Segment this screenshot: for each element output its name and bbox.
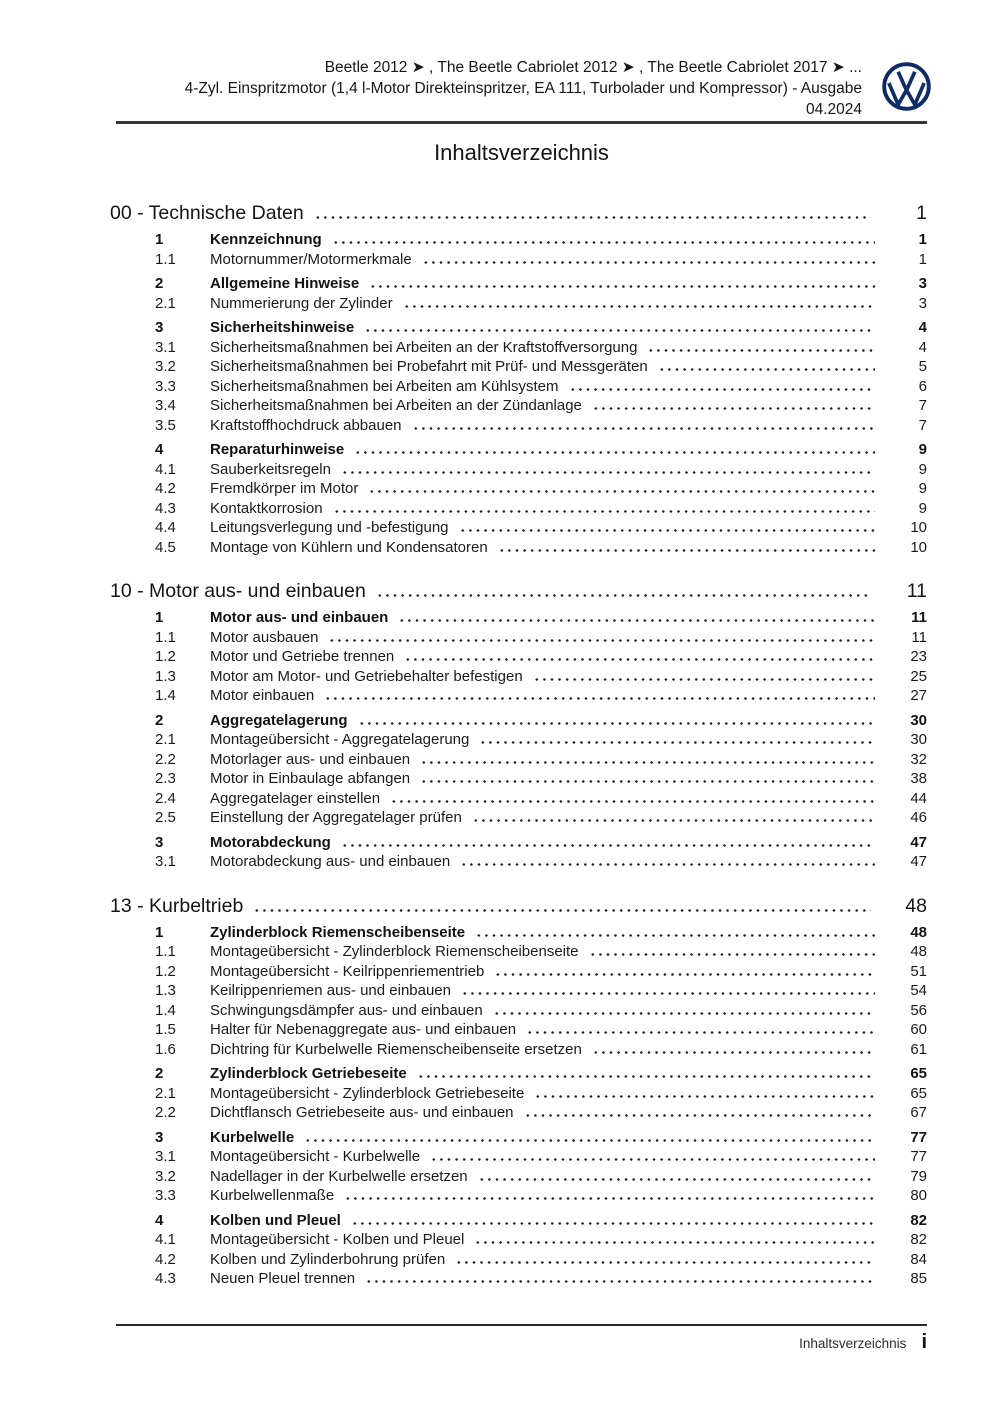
toc-entry-page: 51 [910, 962, 927, 980]
dot-leader [647, 339, 875, 352]
dot-leader [314, 203, 871, 219]
dot-leader [461, 982, 875, 995]
toc-entry[interactable] [110, 1103, 927, 1123]
toc-entry-page: 67 [910, 1104, 927, 1121]
dot-leader [328, 629, 875, 642]
page-title: Inhaltsverzeichnis [434, 140, 609, 165]
dot-leader [253, 896, 871, 912]
toc-entry-title: Montageübersicht - Zylinderblock Getriebeseite [210, 1084, 525, 1102]
toc-entry-page: 30 [910, 731, 927, 748]
toc-entry[interactable] [110, 318, 927, 338]
toc-entry-page: 56 [910, 1001, 927, 1019]
toc-entry-title: Sicherheitsmaßnahmen bei Arbeiten an der Kraftstoffversorgung [210, 338, 638, 356]
toc-entry-page: 11 [911, 609, 927, 626]
toc-entry-number: 1.1 [155, 943, 176, 960]
toc-entry-page: 84 [910, 1250, 927, 1268]
dot-leader [460, 853, 875, 866]
dot-leader [390, 790, 875, 803]
toc-entry-page: 3 [918, 275, 927, 292]
toc-entry-number: 1.4 [155, 687, 176, 704]
dot-leader [592, 397, 875, 410]
toc-entry[interactable] [110, 1040, 927, 1060]
dot-leader [533, 668, 875, 681]
toc-entry[interactable] [110, 538, 927, 558]
toc-entry-title: Montageübersicht - Zylinderblock Riemenscheibenseite [210, 943, 579, 960]
toc-entry[interactable] [110, 628, 927, 648]
dot-leader [358, 712, 875, 725]
dot-leader [422, 251, 875, 264]
toc-entry-title: Sicherheitsmaßnahmen bei Probefahrt mit Prüf- und Messgeräten [210, 358, 648, 375]
toc-entry-number: 4.1 [155, 460, 176, 478]
toc-entry-title: Zylinderblock Getriebeseite [210, 1065, 407, 1082]
doc-header [0, 0, 999, 124]
toc-section-page: 1 [916, 202, 927, 224]
dot-leader [341, 461, 875, 474]
toc-entry-number: 2.3 [155, 770, 176, 787]
toc-entry-title: Sicherheitsmaßnahmen bei Arbeiten an der Zündanlage [210, 397, 582, 414]
dot-leader [494, 963, 875, 976]
toc-entry-page: 9 [918, 441, 927, 458]
toc-entry-number: 1 [155, 231, 164, 248]
toc-entry-number: 1.1 [155, 250, 176, 268]
toc-entry-number: 2.4 [155, 789, 176, 807]
toc-entry-page: 79 [910, 1167, 927, 1185]
toc-entry-title: Dichtflansch Getriebeseite aus- und einbauen [210, 1104, 514, 1121]
footer-row [116, 1331, 927, 1354]
toc-entry[interactable] [110, 440, 927, 460]
dot-leader [534, 1085, 875, 1098]
toc-entry-page: 46 [910, 809, 927, 826]
toc-entry[interactable] [110, 416, 927, 436]
toc-entry-number: 2.2 [155, 1104, 176, 1121]
toc-entry-number: 3.2 [155, 1167, 176, 1185]
toc-section-header[interactable] [110, 579, 927, 603]
toc-entry-number: 2 [155, 275, 164, 292]
toc-entry-title: Zylinderblock Riemenscheibenseite [210, 923, 466, 941]
toc-entry-page: 4 [918, 338, 927, 356]
toc-entry-title: Schwingungsdämpfer aus- und einbauen [210, 1001, 483, 1019]
toc-entry-number: 1.1 [155, 628, 176, 646]
toc-section-entries [110, 608, 927, 872]
toc-entry-title: Montageübersicht - Kurbelwelle [210, 1148, 421, 1165]
toc-entry-number: 2.1 [155, 1084, 176, 1102]
toc-entry-page: 77 [910, 1148, 927, 1165]
toc-entry-number: 2.1 [155, 731, 176, 748]
toc-section-label: 13 - Kurbeltrieb [110, 894, 244, 917]
dot-leader [403, 295, 875, 308]
dot-leader [658, 358, 875, 371]
toc-entry-title: Kolben und Pleuel [210, 1211, 341, 1229]
toc-entry[interactable] [110, 396, 927, 416]
toc-entry-title: Montage von Kühlern und Kondensatoren [210, 538, 488, 556]
toc-entry-page: 9 [918, 499, 927, 517]
toc-entry-title: Montageübersicht - Aggregatelagerung [210, 731, 470, 748]
toc-section-header[interactable] [110, 894, 927, 918]
toc-entry[interactable] [110, 942, 927, 962]
dot-leader [459, 519, 875, 532]
toc-entry[interactable] [110, 608, 927, 628]
toc-entry-title: Montageübersicht - Kolben und Pleuel [210, 1231, 465, 1248]
toc-entry[interactable] [110, 1020, 927, 1040]
dot-leader [365, 1270, 875, 1283]
toc-entry-page: 7 [918, 416, 927, 434]
dot-leader [404, 648, 875, 661]
toc-section-page: 11 [906, 580, 927, 602]
toc-entry[interactable] [110, 789, 927, 809]
dot-leader [333, 500, 875, 513]
toc-section-header[interactable] [110, 201, 927, 225]
toc-entry-number: 4.3 [155, 1270, 176, 1287]
toc-entry-number: 2 [155, 1065, 164, 1082]
doc-footer [116, 1324, 927, 1354]
dot-leader [472, 809, 875, 822]
dot-leader [479, 731, 875, 744]
toc-entry-title: Allgemeine Hinweise [210, 275, 360, 292]
toc-entry-title: Nummerierung der Zylinder [210, 294, 393, 312]
toc-entry-number: 3 [155, 319, 164, 336]
toc-entry[interactable] [110, 479, 927, 499]
toc-entry-title: Motorabdeckung aus- und einbauen [210, 853, 451, 870]
toc-section-entries [110, 230, 927, 557]
toc-entry[interactable] [110, 1269, 927, 1289]
toc-entry[interactable] [110, 769, 927, 789]
doc-header-text [0, 0, 862, 120]
toc-entry-page: 65 [910, 1084, 927, 1102]
toc-entry-number: 3 [155, 1128, 164, 1146]
dot-leader [498, 539, 875, 552]
toc-entry-number: 1.4 [155, 1001, 176, 1019]
dot-leader [364, 319, 875, 332]
toc-entry[interactable] [110, 711, 927, 731]
toc-entry[interactable] [110, 1186, 927, 1206]
toc-section [110, 894, 927, 1289]
dot-leader [351, 1212, 875, 1225]
toc-entry-title: Motor und Getriebe trennen [210, 648, 395, 665]
dot-leader [455, 1251, 875, 1264]
toc-entry-number: 2.2 [155, 750, 176, 768]
toc-entry-title: Kennzeichnung [210, 231, 322, 248]
toc-entry-number: 4.2 [155, 1250, 176, 1268]
toc-entry-page: 11 [911, 628, 927, 646]
toc-entry-number: 4.5 [155, 538, 176, 556]
toc-entry[interactable] [110, 1230, 927, 1250]
toc-entry-number: 1.3 [155, 982, 176, 999]
toc-entry-page: 1 [918, 231, 927, 248]
toc-entry-title: Kurbelwellenmaße [210, 1187, 335, 1204]
toc-entry-number: 4 [155, 441, 164, 458]
toc-entry-page: 10 [910, 519, 927, 536]
toc-entry[interactable] [110, 338, 927, 358]
toc-entry-title: Neuen Pleuel trennen [210, 1270, 356, 1287]
toc-entry-number: 1 [155, 609, 164, 626]
toc-section [110, 579, 927, 872]
toc-entry-number: 3.1 [155, 1148, 176, 1165]
toc-entry[interactable] [110, 1084, 927, 1104]
toc-entry-title: Keilrippenriemen aus- und einbauen [210, 982, 451, 999]
toc-entry-title: Motornummer/Motormerkmale [210, 250, 412, 268]
toc-entry[interactable] [110, 1147, 927, 1167]
toc-section-entries [110, 923, 927, 1289]
dot-leader [368, 480, 875, 493]
toc-entry-page: 9 [918, 460, 927, 478]
dot-leader [324, 687, 875, 700]
toc-entry-title: Kolben und Zylinderbohrung prüfen [210, 1250, 446, 1268]
toc-entry-title: Motor am Motor- und Getriebehalter befestigen [210, 667, 523, 685]
footer-page-number: i [921, 1331, 927, 1353]
toc-entry[interactable] [110, 852, 927, 872]
toc-entry-title: Aggregatelager einstellen [210, 789, 381, 807]
toc-entry-number: 1.3 [155, 667, 176, 685]
toc-entry-title: Aggregatelagerung [210, 711, 348, 729]
toc-entry-title: Motor einbauen [210, 687, 315, 704]
toc-entry-page: 7 [918, 397, 927, 414]
vw-logo-icon [882, 62, 931, 111]
toc-entry-page: 6 [918, 377, 927, 395]
toc-entry-page: 47 [910, 853, 927, 870]
dot-leader [369, 275, 875, 288]
header-line-edition: 04.2024 [805, 101, 862, 118]
toc-entry[interactable] [110, 294, 927, 314]
toc-entry-page: 30 [910, 711, 927, 729]
toc-entry[interactable] [110, 274, 927, 294]
toc-entry-number: 3.3 [155, 377, 176, 395]
toc-entry-page: 80 [910, 1187, 927, 1204]
toc-entry[interactable] [110, 647, 927, 667]
dot-leader [304, 1129, 875, 1142]
toc-entry-page: 61 [910, 1040, 927, 1058]
toc-entry-title: Sicherheitshinweise [210, 319, 355, 336]
toc-entry-number: 2.1 [155, 294, 176, 312]
toc-entry-title: Motor aus- und einbauen [210, 609, 389, 626]
toc-entry-title: Fremdkörper im Motor [210, 480, 359, 497]
toc-section-label: 10 - Motor aus- und einbauen [110, 580, 366, 602]
toc-entry-page: 9 [918, 480, 927, 497]
dot-leader [344, 1187, 875, 1200]
toc-entry-number: 4.3 [155, 499, 176, 517]
toc-entry[interactable] [110, 1001, 927, 1021]
toc-entry-page: 48 [910, 923, 927, 941]
toc-entry-number: 1.2 [155, 962, 176, 980]
toc-entry[interactable] [110, 518, 927, 538]
toc-entry-number: 3.3 [155, 1187, 176, 1204]
toc-entry[interactable] [110, 357, 927, 377]
toc-entry[interactable] [110, 499, 927, 519]
toc-entry-page: 3 [918, 294, 927, 312]
toc-entry-title: Kurbelwelle [210, 1128, 295, 1146]
toc-entry-number: 3.5 [155, 416, 176, 434]
toc-entry-page: 48 [910, 943, 927, 960]
toc-entry[interactable] [110, 377, 927, 397]
toc-entry-title: Motorlager aus- und einbauen [210, 750, 411, 768]
dot-leader [592, 1041, 875, 1054]
toc-entry-page: 23 [910, 648, 927, 665]
toc-entry-number: 1.5 [155, 1021, 176, 1038]
toc-entry-title: Leitungsverlegung und -befestigung [210, 519, 449, 536]
toc-entry-number: 3 [155, 833, 164, 851]
dot-leader [354, 441, 875, 454]
toc-entry-title: Kraftstoffhochdruck abbauen [210, 416, 402, 434]
toc-entry[interactable] [110, 1167, 927, 1187]
toc-entry[interactable] [110, 1211, 927, 1231]
toc-entry[interactable] [110, 250, 927, 270]
header-divider [116, 121, 927, 124]
dot-leader [417, 1065, 875, 1078]
toc-entry[interactable] [110, 730, 927, 750]
dot-leader [569, 378, 875, 391]
toc-entry[interactable] [110, 1064, 927, 1084]
dot-leader [412, 417, 875, 430]
dot-leader [376, 581, 871, 597]
dot-leader [474, 1231, 875, 1244]
toc-entry-number: 1.6 [155, 1040, 176, 1058]
toc-entry-number: 4.2 [155, 480, 176, 497]
toc-entry-title: Halter für Nebenaggregate aus- und einbauen [210, 1021, 517, 1038]
dot-leader [398, 609, 875, 622]
toc-entry[interactable] [110, 1128, 927, 1148]
toc-entry-page: 47 [910, 833, 927, 851]
toc-entry-page: 85 [910, 1270, 927, 1287]
header-line-models: Beetle 2012 ➤ , The Beetle Cabriolet 2012 ➤ , The Beetle Cabriolet 2017 ➤ ... [324, 59, 862, 76]
toc-entry-page: 65 [910, 1065, 927, 1082]
toc-entry-page: 5 [918, 358, 927, 375]
toc-entry-title: Sicherheitsmaßnahmen bei Arbeiten am Kühlsystem [210, 377, 559, 395]
toc-entry-page: 44 [910, 789, 927, 807]
toc-entry-title: Dichtring für Kurbelwelle Riemenscheibenseite ersetzen [210, 1040, 582, 1058]
toc-entry[interactable] [110, 667, 927, 687]
dot-leader [526, 1021, 875, 1034]
dot-leader [430, 1148, 875, 1161]
toc-entry[interactable] [110, 833, 927, 853]
toc-entry[interactable] [110, 230, 927, 250]
dot-leader [493, 1002, 875, 1015]
toc-entry-page: 77 [910, 1128, 927, 1146]
dot-leader [420, 770, 875, 783]
toc-entry-page: 1 [918, 250, 927, 268]
toc-entry-page: 32 [910, 750, 927, 768]
toc-entry-page: 27 [910, 687, 927, 704]
toc-entry-title: Motorabdeckung [210, 833, 331, 851]
toc-entry[interactable] [110, 808, 927, 828]
toc-entry-title: Motor ausbauen [210, 628, 319, 646]
toc-entry-number: 3.1 [155, 853, 176, 870]
header-line-engine: 4-Zyl. Einspritzmotor (1,4 l-Motor Direkteinspritzer, EA 111, Turbolader und Kompressor) - Ausgabe [184, 80, 862, 97]
toc-entry-title: Nadellager in der Kurbelwelle ersetzen [210, 1167, 468, 1185]
toc-entry-title: Reparaturhinweise [210, 441, 345, 458]
toc-entry[interactable] [110, 962, 927, 982]
toc-entry-number: 1 [155, 923, 164, 941]
toc-entry-number: 2.5 [155, 809, 176, 826]
toc-entry[interactable] [110, 923, 927, 943]
dot-leader [332, 231, 875, 244]
toc-entry[interactable] [110, 1250, 927, 1270]
toc-entry-title: Einstellung der Aggregatelager prüfen [210, 809, 462, 826]
dot-leader [589, 943, 875, 956]
toc-entry-page: 82 [910, 1211, 927, 1229]
toc-entry-page: 60 [910, 1021, 927, 1038]
toc-entry[interactable] [110, 460, 927, 480]
dot-leader [475, 924, 875, 937]
table-of-contents [110, 201, 927, 1289]
toc-entry-number: 4.4 [155, 519, 176, 536]
toc-entry-number: 4.1 [155, 1231, 176, 1248]
footer-label: Inhaltsverzeichnis [799, 1336, 907, 1351]
dot-leader [524, 1104, 875, 1117]
toc-section-page: 48 [905, 894, 927, 917]
toc-section-label: 00 - Technische Daten [110, 202, 304, 224]
toc-entry-number: 4 [155, 1211, 164, 1229]
toc-entry-number: 3.2 [155, 358, 176, 375]
dot-leader [478, 1168, 875, 1181]
dot-leader [341, 834, 875, 847]
toc-entry-number: 1.2 [155, 648, 176, 665]
toc-entry-number: 3.4 [155, 397, 176, 414]
toc-entry[interactable] [110, 981, 927, 1001]
toc-section [110, 201, 927, 557]
toc-entry-title: Sauberkeitsregeln [210, 460, 331, 478]
toc-entry[interactable] [110, 750, 927, 770]
toc-entry-page: 25 [910, 667, 927, 685]
toc-entry-number: 2 [155, 711, 164, 729]
toc-entry-page: 38 [910, 770, 927, 787]
dot-leader [420, 751, 875, 764]
toc-entry[interactable] [110, 686, 927, 706]
toc-entry-title: Kontaktkorrosion [210, 499, 323, 517]
toc-entry-page: 4 [918, 319, 927, 336]
toc-entry-page: 82 [910, 1231, 927, 1248]
toc-entry-title: Montageübersicht - Keilrippenriementrieb [210, 962, 485, 980]
toc-entry-number: 3.1 [155, 338, 176, 356]
toc-entry-page: 54 [910, 982, 927, 999]
toc-entry-title: Motor in Einbaulage abfangen [210, 770, 411, 787]
toc-entry-page: 10 [910, 538, 927, 556]
